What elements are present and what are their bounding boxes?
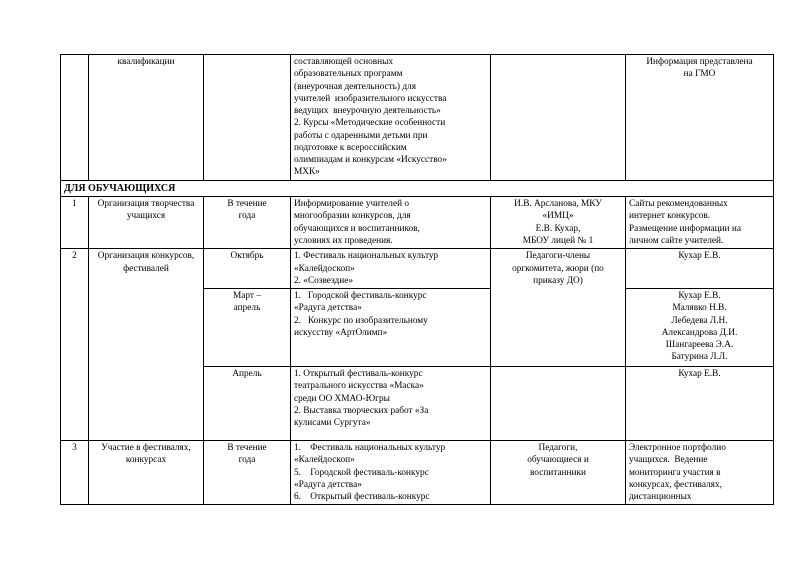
cell-period — [204, 55, 291, 181]
table-row — [61, 441, 774, 505]
cell-content: 1. Фестиваль национальных культур «Калейдоскоп» 2. «Созвездие» — [291, 249, 491, 289]
cell-number: 3 — [61, 441, 89, 505]
cell-responsible: Педагоги-члены оргкомитета, жюри (по приказу ДО) — [491, 249, 626, 367]
cell-number — [61, 55, 89, 181]
cell-responsible: И.В. Арсланова, МКУ «ИМЦ» Е.В. Кухар, МБОУ лицей № 1 — [491, 197, 626, 249]
activity-plan-table — [60, 54, 774, 505]
table-row — [61, 55, 774, 181]
cell-number: 1 — [61, 197, 89, 249]
cell-content: Информирование учителей о многообразии конкурсов, для обучающихся и воспитанников, условиях их проведения. — [291, 197, 491, 249]
cell-content: 1. Открытый фестиваль-конкурс театрального искусства «Маска» среди ОО ХМАО-Югры 2. Выставка творческих работ «За кулисами Сургута» — [291, 367, 491, 441]
table-row — [61, 197, 774, 249]
cell-activity: Организация творчества учащихся — [89, 197, 204, 249]
cell-activity: квалификации — [89, 55, 204, 181]
cell-period: В течение года — [204, 441, 291, 505]
cell-result: Информация представлена на ГМО — [626, 55, 774, 181]
cell-content: 1. Фестиваль национальных культур «Калейдоскоп» 5. Городской фестиваль-конкурс «Радуга детства» 6. Открытый фестиваль-конкурс — [291, 441, 491, 505]
cell-content: 1. Городской фестиваль-конкурс «Радуга детства» 2. Конкурс по изобразительному искусству «АртОлимп» — [291, 289, 491, 367]
cell-responsible: Педагоги, обучающиеся и воспитанники — [491, 441, 626, 505]
table-section-row — [61, 181, 774, 197]
cell-responsible — [491, 367, 626, 441]
cell-result: Кухар Е.В. Малявко Н.В. Лебедева Л.Н. Александрова Д.И. Шангареева Э.А. Батурина Л.Л. — [626, 289, 774, 367]
cell-activity: Организация конкурсов, фестивалей — [89, 249, 204, 441]
cell-result: Кухар Е.В. — [626, 367, 774, 441]
cell-number: 2 — [61, 249, 89, 441]
cell-period: В течение года — [204, 197, 291, 249]
cell-activity: Участие в фестивалях, конкурсах — [89, 441, 204, 505]
cell-result: Кухар Е.В. — [626, 249, 774, 289]
cell-period: Апрель — [204, 367, 291, 441]
cell-responsible — [491, 55, 626, 181]
cell-period: Октябрь — [204, 249, 291, 289]
table-row — [61, 249, 774, 289]
section-header: ДЛЯ ОБУЧАЮЩИХСЯ — [61, 181, 774, 197]
cell-period: Март – апрель — [204, 289, 291, 367]
cell-content: составляющей основных образовательных программ (внеурочная деятельность) для учителей изобразительного искусства ведущих внеурочную деятельность» 2. Курсы «Методические особенности работы с одаренными детьми при подготовке к всероссийским олимпиадам и конкурсам «Искусство» МХК» — [291, 55, 491, 181]
cell-result: Сайты рекомендованных интернет конкурсов. Размещение информации на личном сайте учителей. — [626, 197, 774, 249]
cell-result: Электронное портфолио учащихся. Ведение мониторинга участия в конкурсах, фестивалях, дистанционных — [626, 441, 774, 505]
